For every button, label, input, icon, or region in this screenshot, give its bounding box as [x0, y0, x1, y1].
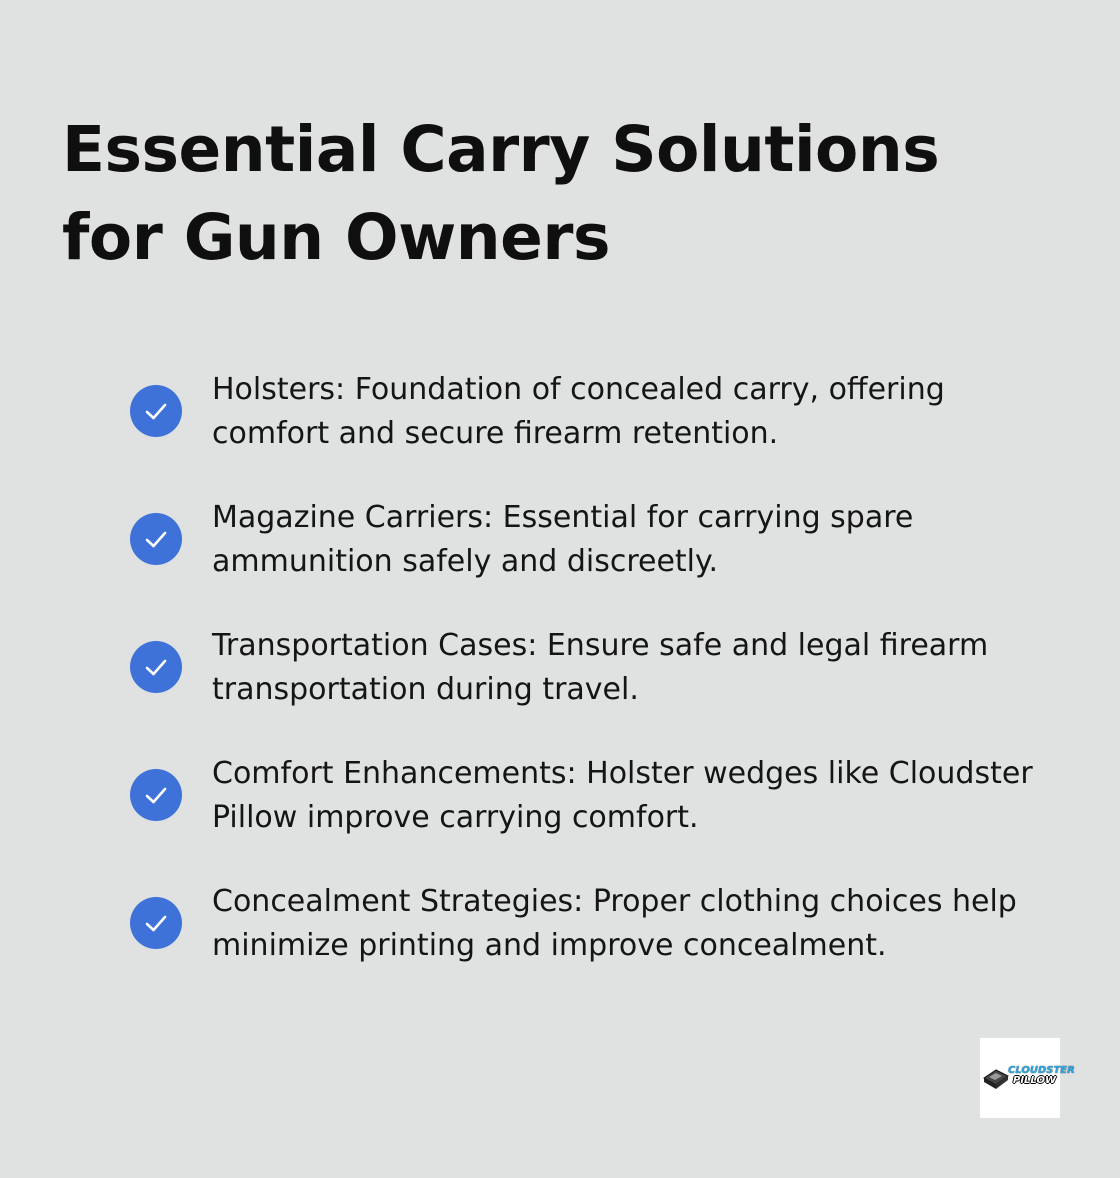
list-item-text: Transportation Cases: Ensure safe and legal firearm transportation during travel. [212, 628, 989, 707]
solutions-list [130, 368, 1050, 1008]
page-title: Essential Carry Solutions for Gun Owners [62, 113, 940, 274]
cloudster-pillow-logo [980, 1038, 1075, 1118]
list-item [130, 368, 1050, 496]
list-item-text: Concealment Strategies: Proper clothing choices help minimize printing and improve concealment. [212, 884, 1017, 963]
list-item-text: Comfort Enhancements: Holster wedges like Cloudster Pillow improve carrying comfort. [212, 756, 1033, 835]
list-item [130, 496, 1050, 624]
check-circle-icon [130, 513, 182, 565]
check-circle-icon [130, 641, 182, 693]
logo-text-line1: CLOUDSTER [1008, 1065, 1075, 1076]
list-item [130, 752, 1050, 880]
list-item [130, 880, 1050, 1008]
check-circle-icon [130, 769, 182, 821]
check-circle-icon [130, 897, 182, 949]
list-item-text: Holsters: Foundation of concealed carry, offering comfort and secure firearm retention. [212, 372, 945, 451]
logo-text-line2: PILLOW [1013, 1075, 1056, 1086]
list-item-text: Magazine Carriers: Essential for carrying spare ammunition safely and discreetly. [212, 500, 914, 579]
check-circle-icon [130, 385, 182, 437]
list-item [130, 624, 1050, 752]
